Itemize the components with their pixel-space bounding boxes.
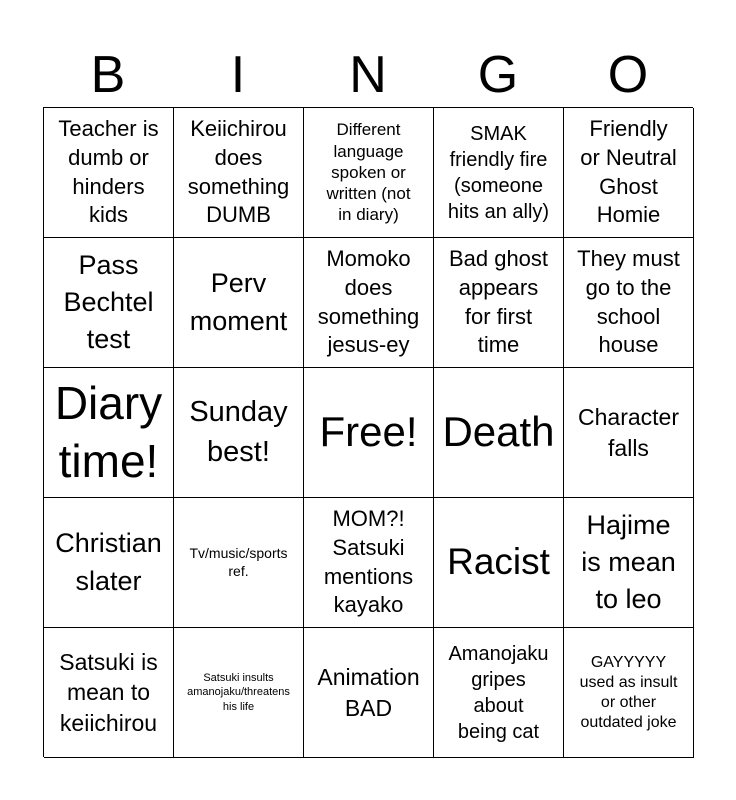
header-letter-g: G [477, 46, 519, 104]
cell-text: Free! [319, 408, 418, 456]
cell-text: Pass Bechtel test [63, 249, 154, 355]
bingo-cell[interactable] [304, 498, 434, 628]
cell-text: Satsuki is mean to keiichirou [59, 648, 158, 736]
bingo-cell[interactable] [434, 498, 564, 628]
bingo-cell[interactable] [44, 498, 174, 628]
cell-text: Different language spoken or written (not in diary) [326, 120, 411, 225]
bingo-cell[interactable] [304, 628, 434, 758]
cell-text: Character falls [578, 404, 679, 461]
cell-text: MOM?! Satsuki mentions kayako [323, 506, 414, 618]
bingo-cell[interactable] [434, 238, 564, 368]
bingo-cell[interactable] [44, 238, 174, 368]
cell-text: Momoko does something jesus-ey [317, 246, 420, 358]
header-letter-b: B [90, 46, 126, 104]
bingo-cell[interactable] [304, 238, 434, 368]
cell-text: Death [442, 408, 555, 456]
cell-text: Teacher is dumb or hinders kids [58, 116, 159, 228]
bingo-cell[interactable] [564, 238, 694, 368]
cell-text: SMAK friendly fire (someone hits an ally) [447, 122, 550, 223]
header-letter-n: N [349, 46, 387, 104]
cell-text: Friendly or Neutral Ghost Homie [580, 116, 677, 228]
bingo-cell[interactable] [434, 108, 564, 238]
cell-text: Animation BAD [317, 664, 420, 721]
bingo-cell[interactable] [304, 108, 434, 238]
cell-text: Keiichirou does something DUMB [187, 116, 290, 228]
bingo-cell[interactable] [174, 498, 304, 628]
cell-text: Bad ghost appears for first time [448, 246, 549, 358]
bingo-cell[interactable] [174, 628, 304, 758]
bingo-cell[interactable] [564, 628, 694, 758]
bingo-cell[interactable] [44, 108, 174, 238]
cell-text: GAYYYYY used as insult or other outdated joke [579, 653, 678, 731]
cell-text: Amanojaku gripes about being cat [448, 642, 549, 743]
bingo-cell[interactable] [44, 368, 174, 498]
bingo-cell[interactable] [564, 108, 694, 238]
bingo-cell[interactable] [174, 108, 304, 238]
cell-text: Tv/music/sports ref. [189, 544, 288, 579]
cell-text: Hajime is mean to leo [581, 509, 676, 615]
bingo-cell[interactable] [44, 628, 174, 758]
cell-text: Racist [447, 541, 550, 583]
free-cell[interactable] [304, 368, 434, 498]
header-letter-i: I [230, 46, 246, 104]
bingo-cell[interactable] [434, 628, 564, 758]
cell-text: Perv moment [189, 268, 288, 336]
cell-text: Diary time! [54, 377, 163, 487]
cell-text: They must go to the school house [577, 246, 680, 358]
bingo-cell[interactable] [564, 498, 694, 628]
bingo-cell[interactable] [174, 238, 304, 368]
bingo-header [43, 42, 693, 108]
bingo-cell[interactable] [434, 368, 564, 498]
cell-text: Sunday best! [189, 396, 288, 468]
bingo-cell[interactable] [564, 368, 694, 498]
cell-text: Christian slater [55, 528, 162, 596]
cell-text: Satsuki insults amanojaku/threatens his life [187, 672, 290, 713]
header-letter-o: O [607, 46, 649, 104]
bingo-cell[interactable] [174, 368, 304, 498]
bingo-board [43, 107, 693, 757]
